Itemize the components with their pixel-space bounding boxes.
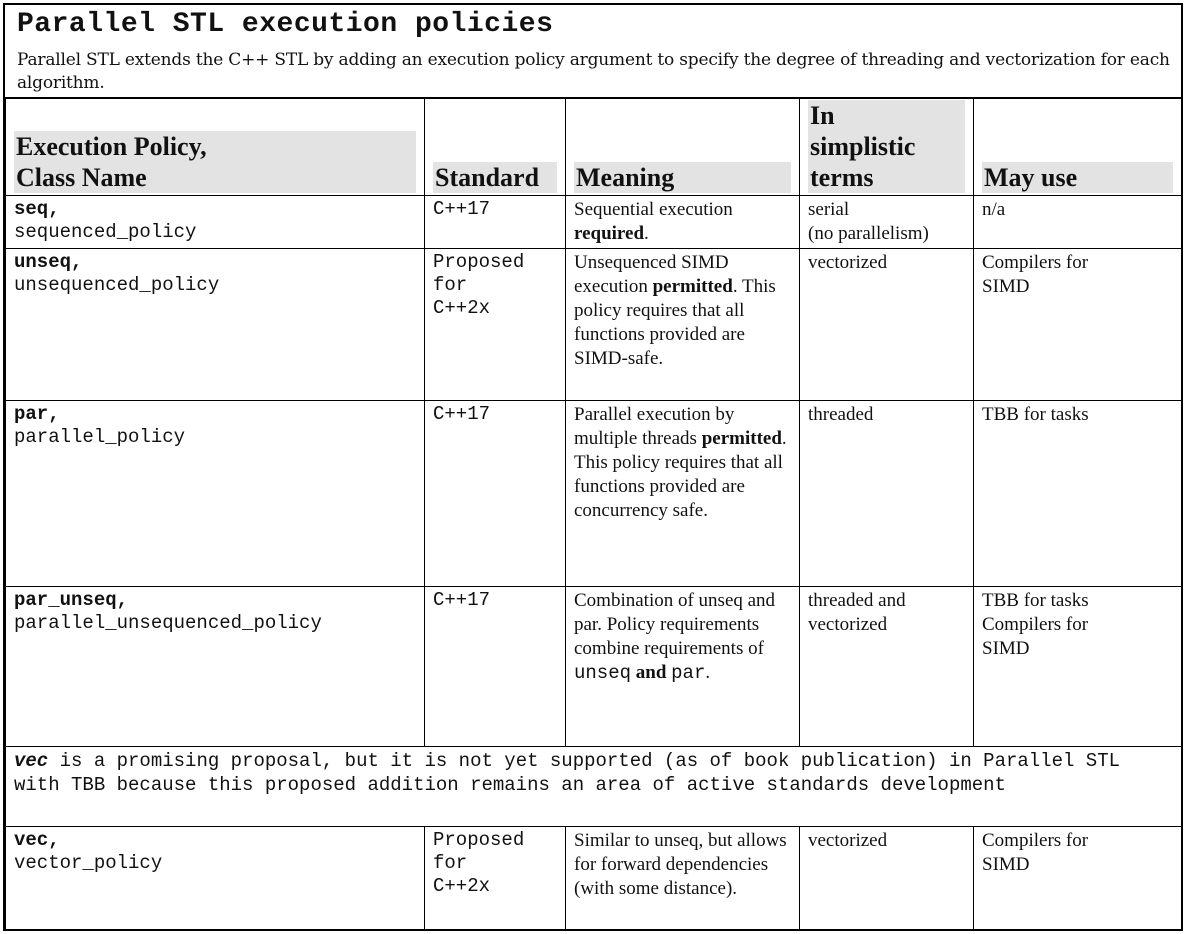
meaning-cell: Parallel execution by multiple threads permitted. This policy requires that all functions provided are concurrency safe. [566, 401, 800, 587]
simplistic-cell: threaded [800, 401, 974, 587]
table-header-row [6, 98, 1182, 196]
code-unseq: unseq [574, 662, 632, 684]
may-use-cell: TBB for tasks [974, 401, 1182, 587]
policy-cell: par, parallel_policy [6, 401, 425, 587]
column-header-may-use: May use [974, 98, 1182, 196]
meaning-cell: Unsequenced SIMD execution permitted. This policy requires that all functions provided are SIMD-safe. [566, 249, 800, 401]
simplistic-cell: serial (no parallelism) [800, 196, 974, 249]
table-row [6, 196, 1182, 249]
meaning-cell: Combination of unseq and par. Policy requirements combine requirements of unseq and par. [566, 587, 800, 747]
figure-header [5, 5, 1181, 99]
policies-table [5, 97, 1182, 931]
standard-cell: Proposed for C++2x [425, 827, 566, 931]
meaning-cell: Sequential execution required. [566, 196, 800, 249]
standard-cell: Proposed for C++2x [425, 249, 566, 401]
policy-cell: par_unseq, parallel_unsequenced_policy [6, 587, 425, 747]
may-use-cell: Compilers for SIMD [974, 827, 1182, 931]
column-header-simplistic: In simplistic terms [800, 98, 974, 196]
may-use-cell: Compilers for SIMD [974, 249, 1182, 401]
vec-note-row [6, 747, 1182, 827]
table-row [6, 401, 1182, 587]
figure-subtitle: Parallel STL extends the C++ STL by adding an execution policy argument to specify the degree of threading and vectorization for each algorithm. [17, 50, 1170, 93]
table-row [6, 587, 1182, 747]
policy-cell: vec, vector_policy [6, 827, 425, 931]
column-header-meaning: Meaning [566, 98, 800, 196]
policies-table-figure [3, 3, 1183, 931]
standard-cell: C++17 [425, 587, 566, 747]
column-header-standard: Standard [425, 98, 566, 196]
code-par: par [671, 662, 706, 684]
standard-cell: C++17 [425, 401, 566, 587]
figure-title: Parallel STL execution policies [17, 9, 554, 40]
column-header-policy: Execution Policy, Class Name [6, 98, 425, 196]
may-use-cell: TBB for tasks Compilers for SIMD [974, 587, 1182, 747]
simplistic-cell: threaded and vectorized [800, 587, 974, 747]
policy-cell: unseq, unsequenced_policy [6, 249, 425, 401]
simplistic-cell: vectorized [800, 827, 974, 931]
simplistic-cell: vectorized [800, 249, 974, 401]
meaning-cell: Similar to unseq, but allows for forward dependencies (with some distance). [566, 827, 800, 931]
table-row [6, 827, 1182, 931]
policy-cell: seq, sequenced_policy [6, 196, 425, 249]
table-row [6, 249, 1182, 401]
standard-cell: C++17 [425, 196, 566, 249]
may-use-cell: n/a [974, 196, 1182, 249]
vec-note: vec is a promising proposal, but it is not yet supported (as of book publication) in Parallel STL with TBB because this proposed addition remains an area of active standards development [6, 747, 1182, 827]
